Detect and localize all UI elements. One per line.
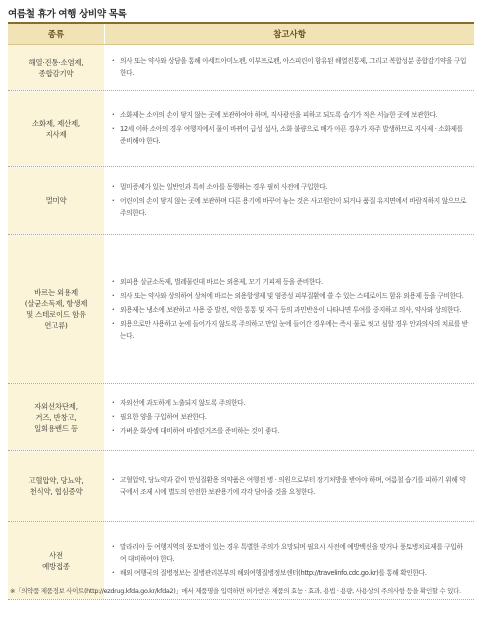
row-notes: [104, 167, 474, 234]
row-category: [8, 451, 104, 521]
note-item: · 12세 이하 소아의 경우 여행지에서 물이 바뀌어 급성 설사, 소화 불량으로 배가 아픈 경우가 자주 발생하므로 지사제 · 소화제를 준비해야 한다.: [112, 123, 468, 147]
note-item: · 외피용 살균소독제, 벌레물린데 바르는 외용제, 모기 기피제 등을 준비한다.: [112, 276, 468, 288]
category-line: 및 스테로이드 함유: [26, 310, 86, 319]
category-line: 소화제, 제산제,: [31, 118, 81, 128]
category-line: 지사제: [45, 129, 67, 139]
table-row: [8, 235, 474, 384]
category-line: 거즈, 반창고,: [35, 412, 77, 422]
category-line: 종합감기약: [38, 68, 74, 78]
row-notes: [104, 235, 474, 383]
table-row: [8, 451, 474, 522]
row-category: [8, 167, 104, 234]
category-line: (살균소독제, 항생제: [24, 299, 88, 308]
note-item: · 소화제는 소아의 손이 닿지 않는 곳에 보관하여야 하며, 직사광선을 피하고 되도록 습기가 적은 서늘한 곳에 보관한다.: [112, 109, 468, 121]
table-row: [8, 167, 474, 235]
category-line: 고혈압약, 당뇨약,: [28, 476, 84, 485]
note-item: · 멀미증세가 있는 일반인과 특히 소아를 동행하는 경우 필히 사전에 구입한다.: [112, 181, 468, 193]
note-item: · 외용으로만 사용하고 눈에 들어가지 않도록 주의하고 만일 눈에 들어간 경우에는 즉시 물로 씻고 심할 경우 안과의사의 치료를 받는다.: [112, 318, 468, 342]
table-row: [8, 45, 474, 91]
note-item: · 필요한 양을 구입하여 보관한다.: [112, 411, 468, 423]
table-row: [8, 384, 474, 451]
category-line: 사전: [49, 550, 63, 560]
footnote: ※「의약품 제품정보 사이트(http://ezdrug.kfda.go.kr/kfda2)」에서 제품명을 입력하면 허가받은 제품의 효능 · 효과, 용법 · 용량, 사용상의 주의사항 등을 확인할 수 있다.: [10, 587, 461, 595]
note-item: · 외용제는 냉소에 보관하고 사용 중 발진, 악한 통통 및 자극 등의 과민반응이 나타나면 투여를 중지하고 의사, 약사와 상의한다.: [112, 304, 468, 316]
page-title: 여름철 휴가 여행 상비약 목록: [8, 9, 127, 20]
table-body: [8, 45, 474, 600]
note-item: · 의사 또는 약사와 상담을 통해 아세트아미노펜, 이부프로펜, 아스피린이 함유된 해열진통제, 그리고 복합성분 종합감기약을 구입한다.: [112, 55, 468, 79]
row-notes: [104, 451, 474, 521]
category-line: 해열·진통·소염제,: [28, 57, 84, 67]
note-item: · 어린이의 손이 닿지 않는 곳에 보관하며 다른 용기에 바꾸어 놓는 것은 사고원인이 되거나 품질 유지면에서 바람직하지 않으므로 주의한다.: [112, 195, 468, 219]
category-line: 연고류): [44, 321, 68, 330]
row-category: [8, 235, 104, 383]
row-category: [8, 384, 104, 450]
row-notes: [104, 91, 474, 166]
note-item: · 해외 여행국의 질병정보는 질병관리본부의 해외여행질병정보센터(http://travelinfo.cdc.go.kr)를 통해 확인한다.: [112, 567, 468, 579]
header-category: 종류: [8, 24, 105, 44]
note-item: · 고혈압약, 당뇨약과 같이 만성질환용 의약품은 여행전 병 · 의원으로부터 장기처방을 받아야 하며, 여름철 습기를 피하기 위해 약국에서 조제 시에 별도의 안전한 보관용기에 각각 담아줄 것을 요청한다.: [112, 474, 468, 498]
row-notes: [104, 45, 474, 90]
category-line: 바르는 외용제: [34, 288, 78, 297]
category-line: 자외선차단제,: [34, 401, 78, 411]
note-item: · 자외선에 과도하게 노출되지 않도록 주의한다.: [112, 397, 468, 409]
category-line: 멀미약: [45, 196, 67, 205]
category-line: 예방접종: [42, 561, 70, 571]
note-item: · 말라리아 등 여행지역의 풍토병이 있는 경우 특별한 주의가 요망되며 필요시 사전에 예방백신을 맞거나 풍토병치료제를 구입하여 대비하여야 한다.: [112, 541, 468, 565]
row-category: [8, 91, 104, 166]
medicine-table: [8, 22, 474, 600]
note-item: · 의사 또는 약사와 상의하여 상처에 바르는 외용항생제 및 염증성 피부질환에 쓸 수 있는 스테로이드 함유 외용제 등을 구비한다.: [112, 290, 468, 302]
table-row: [8, 91, 474, 167]
note-item: · 가벼운 화상에 대비하여 바셀린거즈를 준비하는 것이 좋다.: [112, 425, 468, 437]
header-notes: 참고사항: [273, 30, 306, 40]
category-line: 일회용밴드 등: [34, 423, 78, 433]
category-line: 천식약, 협심증약: [29, 487, 83, 496]
row-notes: [104, 384, 474, 450]
table-header: [8, 24, 474, 45]
row-category: [8, 45, 104, 90]
